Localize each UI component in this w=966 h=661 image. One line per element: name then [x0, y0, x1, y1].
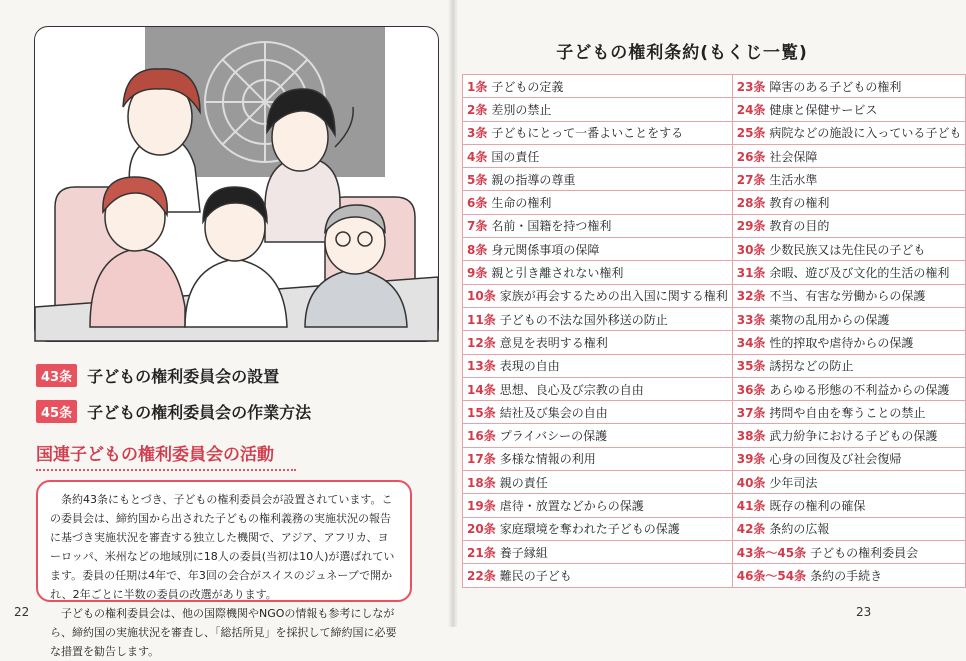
- article-title: 不当、有害な労働からの保護: [769, 289, 926, 304]
- article-title: 教育の目的: [769, 219, 830, 234]
- toc-cell-right: [732, 494, 966, 517]
- toc-cell-right: [732, 307, 966, 330]
- article-title: 子どもの定義: [491, 79, 564, 94]
- toc-row: [463, 401, 966, 424]
- toc-cell-right: [732, 377, 966, 400]
- activity-heading: 国連子どもの権利委員会の活動: [36, 440, 296, 471]
- article-number: 31条: [736, 266, 766, 281]
- toc-cell-left: [463, 307, 733, 330]
- toc-table: [462, 74, 966, 588]
- article-number: 26条: [736, 149, 766, 164]
- article-number: 27条: [736, 172, 766, 187]
- toc-cell-left: [463, 75, 733, 98]
- article-title: 拷問や自由を奪うことの禁止: [769, 405, 926, 420]
- article-number: 36条: [736, 382, 766, 397]
- article-title: 子どもの不法な国外移送の防止: [499, 312, 668, 327]
- toc-row: [463, 307, 966, 330]
- article-number: 46条〜54条: [736, 568, 807, 583]
- toc-cell-right: [732, 98, 966, 121]
- article-number: 37条: [736, 405, 766, 420]
- article-number: 10条: [467, 289, 496, 304]
- article-number: 41条: [736, 498, 766, 513]
- article-title: プライバシーの保護: [499, 429, 608, 444]
- article-number: 40条: [736, 475, 766, 490]
- article-number: 1条: [467, 79, 488, 94]
- article-number: 38条: [736, 429, 766, 444]
- article-title: 教育の権利: [769, 196, 830, 211]
- toc-row: [463, 144, 966, 167]
- article-number: 6条: [467, 196, 488, 211]
- article-row-45: [36, 400, 311, 423]
- article-title: 条約の広報: [769, 522, 830, 537]
- article-title: 表現の自由: [499, 359, 560, 374]
- toc-row: [463, 75, 966, 98]
- article-title: 身元関係事項の保障: [491, 242, 600, 257]
- article-title: 少年司法: [769, 475, 818, 490]
- toc-cell-left: [463, 121, 733, 144]
- toc-cell-left: [463, 401, 733, 424]
- toc-row: [463, 168, 966, 191]
- article-title: 健康と保健サービス: [769, 102, 878, 117]
- toc-cell-left: [463, 214, 733, 237]
- article-number: 11条: [467, 312, 496, 327]
- article-title: 心身の回復及び社会復帰: [769, 452, 902, 467]
- article-title: 子どもの権利委員会の作業方法: [87, 403, 312, 422]
- activity-paragraph-1: 条約43条にもとづき、子どもの権利委員会が設置されています。この委員会は、締約国から出された子どもの権利義務の実施状況の報告に基づき実施状況を審査する独立した機関で、アジア、アフリカ、ヨーロッパ、米州などの地域別に18人の委員(当初は10人)が選ばれています。委員の任期は4年で、年3回の会合がスイスのジュネーブで開かれ、2年ごとに半数の委員の改選があります。: [50, 493, 395, 601]
- article-title: 思想、良心及び宗教の自由: [499, 382, 644, 397]
- toc-cell-left: [463, 471, 733, 494]
- toc-cell-left: [463, 284, 733, 307]
- toc-cell-right: [732, 447, 966, 470]
- article-number: 8条: [467, 242, 488, 257]
- toc-row: [463, 447, 966, 470]
- article-number: 22条: [467, 568, 496, 583]
- toc-cell-right: [732, 121, 966, 144]
- toc-row: [463, 471, 966, 494]
- article-number: 25条: [736, 126, 766, 141]
- toc-cell-right: [732, 354, 966, 377]
- toc-row: [463, 354, 966, 377]
- toc-cell-left: [463, 564, 733, 587]
- article-number: 32条: [736, 289, 766, 304]
- article-number: 14条: [467, 382, 496, 397]
- toc-cell-right: [732, 471, 966, 494]
- article-number: 29条: [736, 219, 766, 234]
- article-number: 24条: [736, 102, 766, 117]
- toc-cell-left: [463, 424, 733, 447]
- article-title: 障害のある子どもの権利: [769, 79, 902, 94]
- toc-cell-right: [732, 540, 966, 563]
- left-page: [0, 0, 452, 658]
- article-number: 12条: [467, 335, 496, 350]
- toc-row: [463, 261, 966, 284]
- toc-cell-left: [463, 331, 733, 354]
- article-title: 薬物の乱用からの保護: [769, 312, 890, 327]
- article-number: 35条: [736, 359, 766, 374]
- article-title: 社会保障: [769, 149, 818, 164]
- article-title: 性的搾取や虐待からの保護: [769, 335, 914, 350]
- article-number: 17条: [467, 452, 496, 467]
- toc-cell-left: [463, 517, 733, 540]
- article-title: 誘拐などの防止: [769, 359, 854, 374]
- article-number: 19条: [467, 498, 496, 513]
- article-title: 結社及び集会の自由: [499, 405, 608, 420]
- toc-cell-left: [463, 377, 733, 400]
- toc-cell-right: [732, 168, 966, 191]
- toc-cell-right: [732, 214, 966, 237]
- toc-row: [463, 494, 966, 517]
- article-title: 子どもの権利委員会: [810, 545, 919, 560]
- page-number-right: 23: [856, 605, 872, 619]
- article-title: 条約の手続き: [810, 568, 883, 583]
- toc-row: [463, 121, 966, 144]
- article-number: 21条: [467, 545, 496, 560]
- toc-cell-right: [732, 401, 966, 424]
- toc-cell-right: [732, 517, 966, 540]
- article-number-badge: 43条: [36, 364, 77, 387]
- toc-row: [463, 540, 966, 563]
- activity-description-box: [36, 480, 412, 658]
- toc-cell-right: [732, 284, 966, 307]
- toc-row: [463, 564, 966, 587]
- article-title: 親の責任: [499, 475, 548, 490]
- toc-row: [463, 377, 966, 400]
- article-title: 親と引き離されない権利: [491, 266, 624, 281]
- article-number-badge: 45条: [36, 400, 77, 423]
- toc-cell-right: [732, 331, 966, 354]
- article-title: 養子縁組: [499, 545, 548, 560]
- article-number: 42条: [736, 522, 766, 537]
- article-number: 30条: [736, 242, 766, 257]
- article-title: 名前・国籍を持つ権利: [491, 219, 612, 234]
- article-title: 武力紛争における子どもの保護: [769, 429, 938, 444]
- toc-row: [463, 331, 966, 354]
- article-title: 既存の権利の確保: [769, 498, 866, 513]
- article-title: 差別の禁止: [491, 102, 552, 117]
- toc-cell-right: [732, 564, 966, 587]
- toc-row: [463, 214, 966, 237]
- article-number: 34条: [736, 335, 766, 350]
- article-number: 16条: [467, 429, 496, 444]
- article-title: 親の指導の尊重: [491, 172, 576, 187]
- article-number: 2条: [467, 102, 488, 117]
- toc-cell-left: [463, 144, 733, 167]
- article-title: あらゆる形態の不利益からの保護: [769, 382, 950, 397]
- article-number: 20条: [467, 522, 496, 537]
- article-number: 5条: [467, 172, 488, 187]
- article-title: 国の責任: [491, 149, 540, 164]
- toc-cell-right: [732, 191, 966, 214]
- article-title: 虐待・放置などからの保護: [499, 498, 644, 513]
- article-title: 子どもの権利委員会の設置: [87, 367, 280, 386]
- article-title: 家庭環境を奪われた子どもの保護: [499, 522, 680, 537]
- article-number: 43条〜45条: [736, 545, 807, 560]
- toc-cell-left: [463, 191, 733, 214]
- toc-cell-left: [463, 540, 733, 563]
- article-title: 生命の権利: [491, 196, 552, 211]
- article-title: 意見を表明する権利: [499, 335, 608, 350]
- article-title: 子どもにとって一番よいことをする: [491, 126, 684, 141]
- article-number: 28条: [736, 196, 766, 211]
- toc-row: [463, 98, 966, 121]
- toc-row: [463, 424, 966, 447]
- article-title: 難民の子ども: [499, 568, 572, 583]
- activity-paragraph-2: 子どもの権利委員会は、他の国際機関やNGOの情報も参考にしながら、締約国の実施状況を審査し、「総括所見」を採択して締約国に必要な措置を勧告します。: [50, 607, 397, 658]
- article-title: 少数民族又は先住民の子ども: [769, 242, 926, 257]
- toc-cell-right: [732, 424, 966, 447]
- article-number: 3条: [467, 126, 488, 141]
- page-number-left: 22: [14, 605, 30, 619]
- toc-cell-left: [463, 98, 733, 121]
- article-title: 余暇、遊び及び文化的生活の権利: [769, 266, 950, 281]
- article-number: 33条: [736, 312, 766, 327]
- toc-cell-left: [463, 447, 733, 470]
- article-title: 多様な情報の利用: [499, 452, 596, 467]
- toc-cell-right: [732, 261, 966, 284]
- article-number: 7条: [467, 219, 488, 234]
- article-title: 病院などの施設に入っている子ども: [769, 126, 962, 141]
- toc-cell-left: [463, 168, 733, 191]
- article-title: 家族が再会するための出入国に関する権利: [499, 289, 728, 304]
- article-number: 23条: [736, 79, 766, 94]
- toc-cell-right: [732, 238, 966, 261]
- illustration-committee-meeting: [34, 26, 439, 342]
- toc-cell-left: [463, 261, 733, 284]
- toc-title: 子どもの権利条約(もくじ一覧): [556, 43, 808, 63]
- article-number: 4条: [467, 149, 488, 164]
- toc-row: [463, 191, 966, 214]
- toc-cell-left: [463, 354, 733, 377]
- committee-members-drawing: [35, 27, 438, 341]
- toc-cell-right: [732, 75, 966, 98]
- toc-row: [463, 284, 966, 307]
- article-number: 39条: [736, 452, 766, 467]
- right-page: [452, 0, 962, 627]
- article-row-43: [36, 364, 279, 387]
- toc-cell-left: [463, 238, 733, 261]
- article-number: 9条: [467, 266, 488, 281]
- toc-row: [463, 517, 966, 540]
- toc-cell-left: [463, 494, 733, 517]
- article-title: 生活水準: [769, 172, 818, 187]
- toc-cell-right: [732, 144, 966, 167]
- article-number: 15条: [467, 405, 496, 420]
- article-number: 13条: [467, 359, 496, 374]
- toc-row: [463, 238, 966, 261]
- article-number: 18条: [467, 475, 496, 490]
